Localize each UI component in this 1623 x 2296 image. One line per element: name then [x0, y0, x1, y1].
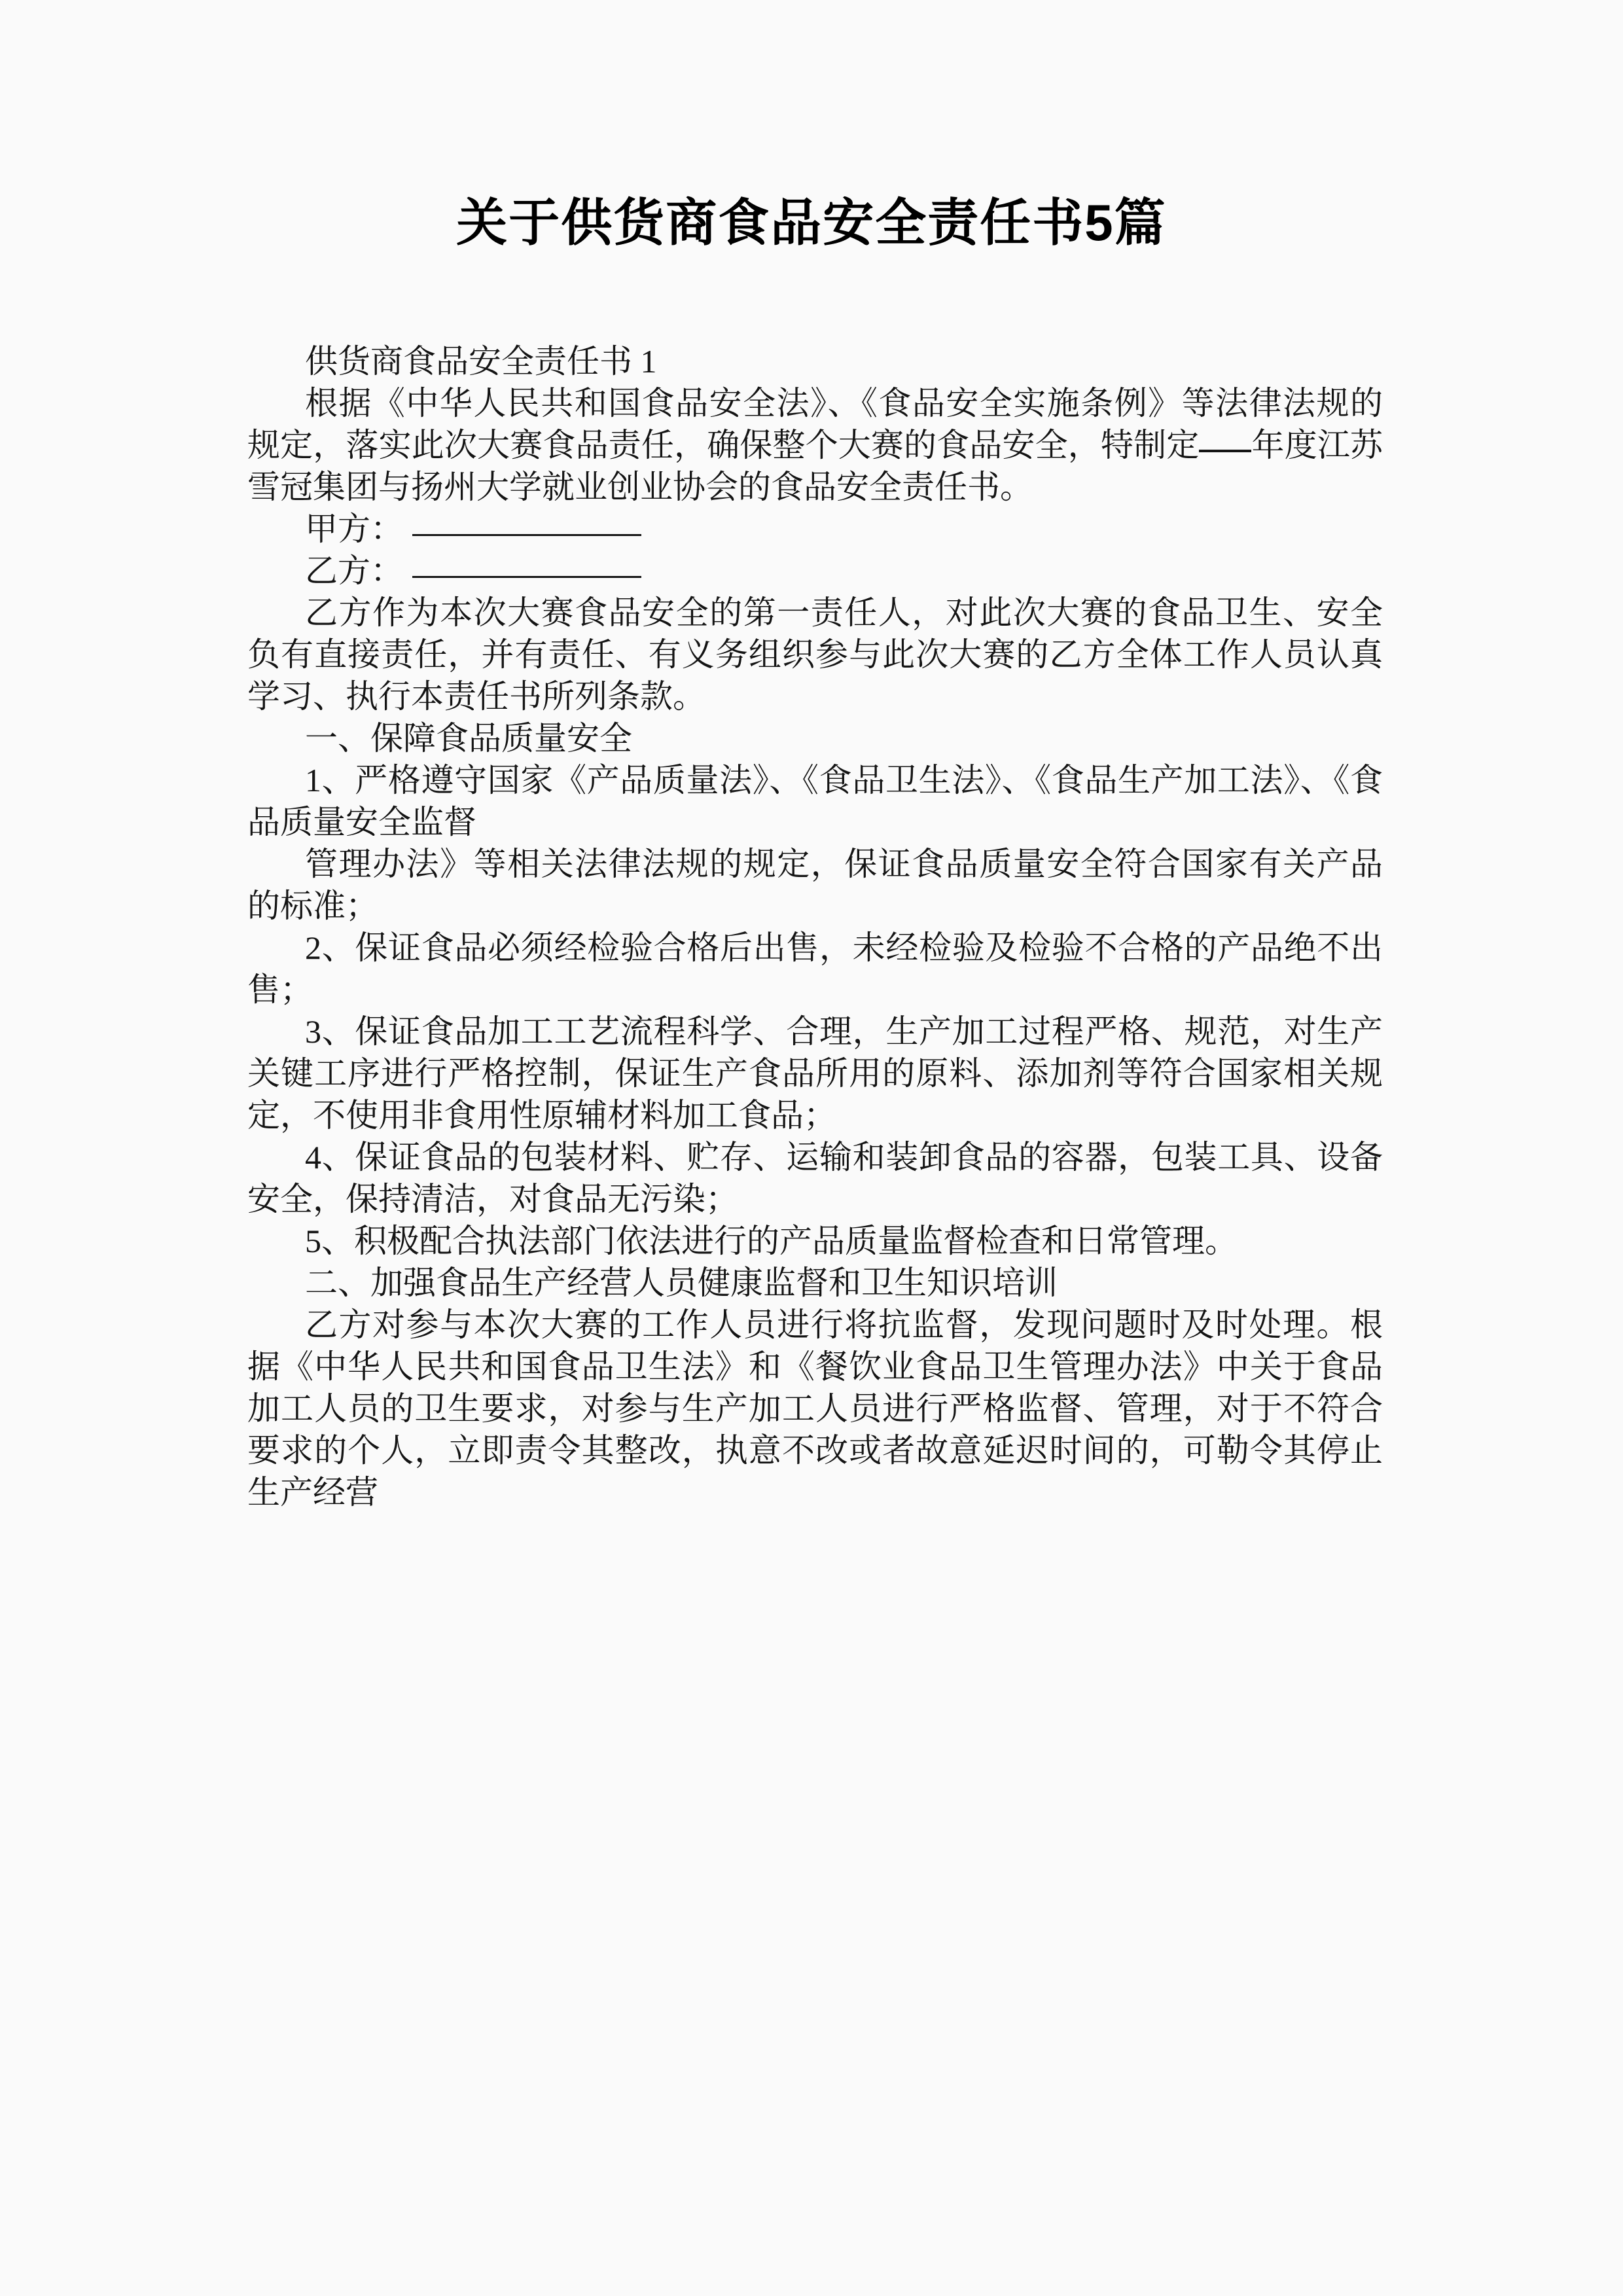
party-a-label: 甲方：	[305, 511, 403, 547]
section-one-heading: 一、保障食品质量安全	[305, 720, 632, 757]
party-a-input[interactable]	[412, 534, 641, 536]
section-two-heading: 二、加强食品生产经营人员健康监督和卫生知识培训	[305, 1265, 1058, 1301]
party-b-input[interactable]	[412, 576, 641, 578]
party-a-row	[247, 508, 1383, 550]
section-two-paragraph: 乙方对参与本次大赛的工作人员进行将抗监督，发现问题时及时处理。根据《中华人民共和国食品卫生法》和《餐饮业食品卫生管理办法》中关于食品加工人员的卫生要求，对参与生产加工人员进行严格监督、管理，对于不符合要求的个人，立即责令其整改，执意不改或者故意延迟时间的，可勒令其停止生产经营	[247, 1306, 1383, 1511]
document-subtitle: 供货商食品安全责任书 1	[305, 343, 657, 380]
party-b-row	[247, 550, 1383, 592]
document-body	[247, 340, 1383, 1513]
responsibility-paragraph: 乙方作为本次大赛食品安全的第一责任人，对此次大赛的食品卫生、安全负有直接责任，并有责任、有义务组织参与此次大赛的乙方全体工作人员认真学习、执行本责任书所列条款。	[247, 594, 1383, 715]
intro-text-before-blank: 根据《中华人民共和国食品安全法》、《食品安全实施条例》等法律法规的规定，落实此次大赛食品责任，确保整个大赛的食品安全，特制定	[247, 385, 1383, 463]
intro-text-after-blank: 年度江苏雪冠集团与扬州大学就业创业协会的食品安全责任书。	[247, 427, 1383, 505]
page-title: 关于供货商食品安全责任书5篇	[456, 194, 1167, 251]
list-item-1: 1、严格遵守国家《产品质量法》、《食品卫生法》、《食品生产加工法》、《食品质量安全监督	[247, 762, 1383, 840]
list-item-4: 4、保证食品的包装材料、贮存、运输和装卸食品的容器，包装工具、设备安全，保持清洁，对食品无污染；	[247, 1139, 1383, 1217]
party-b-label: 乙方：	[305, 552, 403, 589]
list-item-1-continued: 管理办法》等相关法律法规的规定，保证食品质量安全符合国家有关产品的标准；	[247, 846, 1383, 924]
intro-paragraph	[247, 382, 1383, 508]
list-item-5: 5、积极配合执法部门依法进行的产品质量监督检查和日常管理。	[305, 1223, 1238, 1259]
list-item-2: 2、保证食品必须经检验合格后出售，未经检验及检验不合格的产品绝不出售；	[247, 929, 1383, 1008]
year-blank-field[interactable]	[1199, 450, 1251, 452]
list-item-3: 3、保证食品加工工艺流程科学、合理，生产加工过程严格、规范，对生产关键工序进行严格控制，保证生产食品所用的原料、添加剂等符合国家相关规定，不使用非食用性原辅材料加工食品；	[247, 1013, 1383, 1134]
